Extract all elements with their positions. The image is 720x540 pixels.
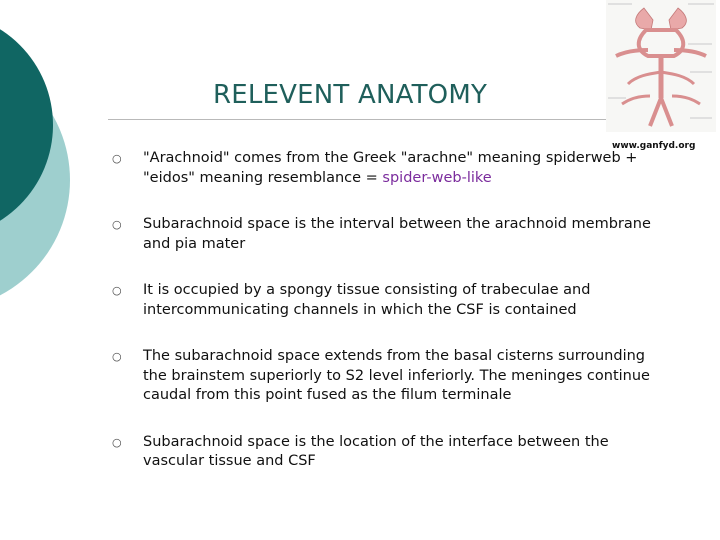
- bullet-marker-icon: ○: [112, 435, 122, 449]
- bullet-list: [112, 149, 672, 499]
- bullet-marker-icon: ○: [112, 284, 122, 297]
- bullet-item: [112, 281, 672, 320]
- bullet-text: It is occupied by a spongy tissue consisting of trabeculae and intercommunicating channels in which the CSF is contained: [143, 282, 591, 318]
- bullet-marker-icon: ○: [112, 152, 122, 165]
- bullet-item: [112, 149, 672, 188]
- bullet-item: [112, 433, 672, 472]
- bullet-text: The subarachnoid space extends from the basal cisterns surrounding the brainstem superiorly to S2 level inferiorly. The meninges continue caudal from this point fused as the filum terminale: [143, 348, 650, 403]
- image-credit: www.ganfyd.org: [612, 141, 696, 151]
- title-divider: [108, 119, 608, 120]
- bullet-text: Subarachnoid space is the interval between the arachnoid membrane and pia mater: [143, 216, 651, 252]
- bullet-marker-icon: ○: [112, 350, 122, 363]
- bullet-highlight-text: spider-web-like: [382, 169, 492, 186]
- bullet-item: [112, 215, 672, 254]
- decorative-circles: [0, 0, 120, 300]
- bullet-marker-icon: ○: [112, 218, 122, 231]
- bullet-text: "Arachnoid" comes from the Greek "arachne" meaning spiderweb + "eidos" meaning resemblance =: [143, 150, 638, 186]
- bullet-text: Subarachnoid space is the location of the interface between the vascular tissue and CSF: [143, 433, 609, 469]
- slide-title: RELEVENT ANATOMY: [212, 80, 488, 110]
- bullet-item: [112, 347, 672, 406]
- circle-of-willis-diagram: [606, 0, 716, 132]
